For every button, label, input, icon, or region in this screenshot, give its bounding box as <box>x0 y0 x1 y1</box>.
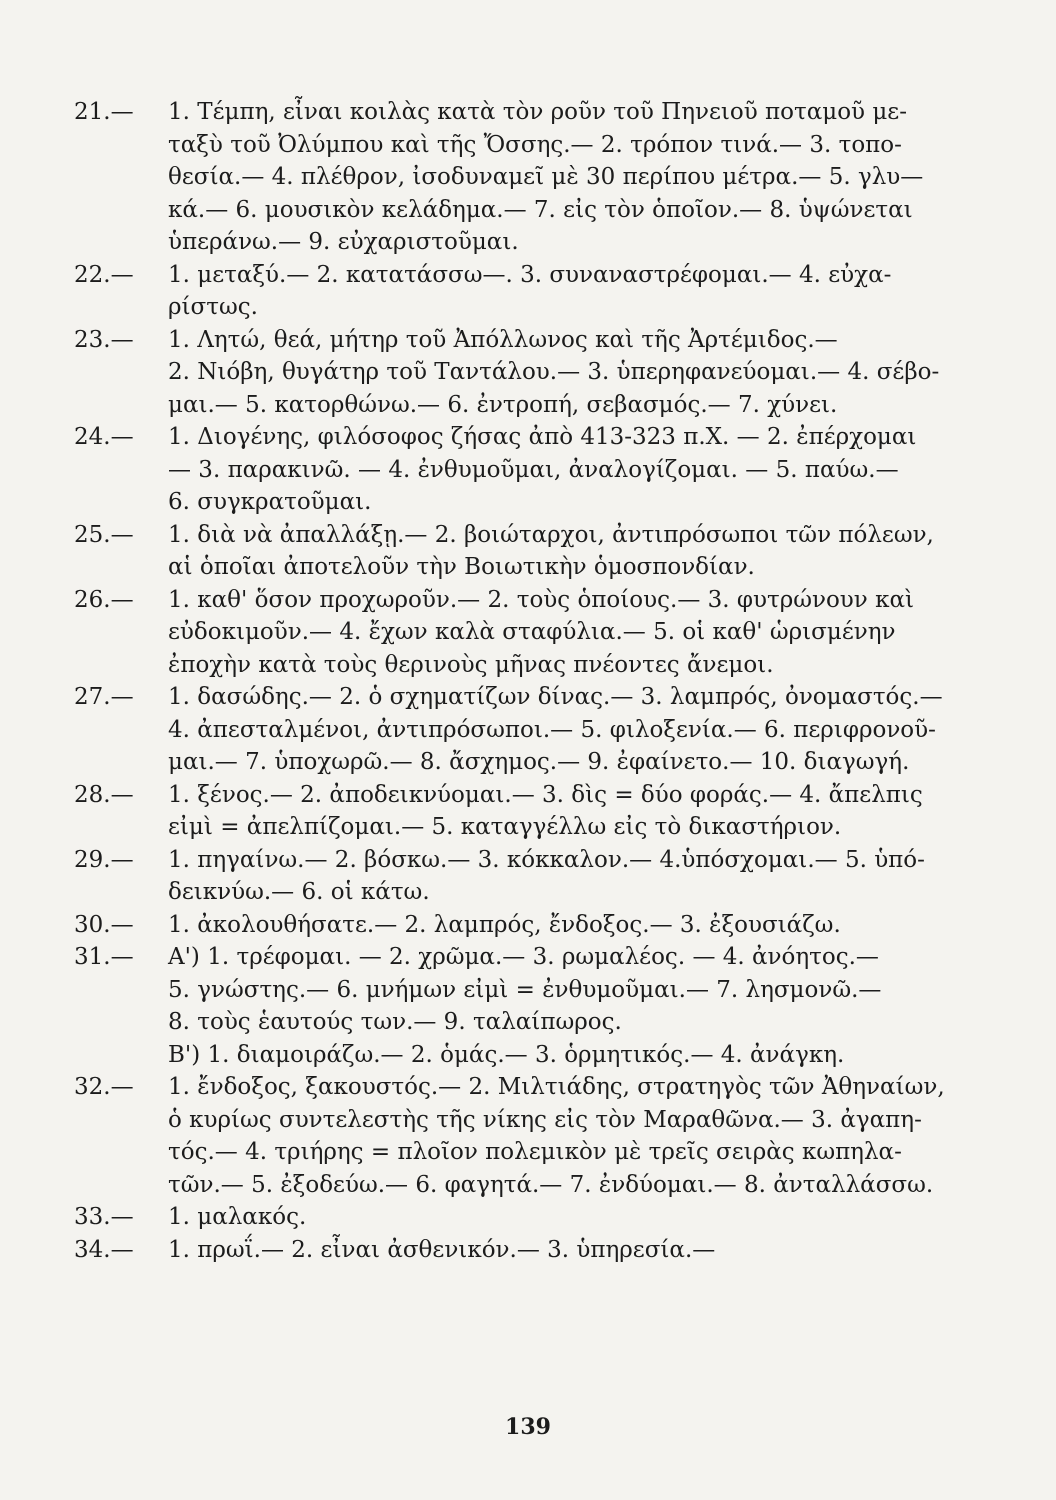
entry-body <box>168 941 954 1071</box>
entry-body <box>168 584 954 682</box>
entry-number: 27.— <box>74 684 134 710</box>
entry-line: 1. Τέμπη, εἶναι κοιλὰς κατὰ τὸν ροῦν τοῦ Πηνειοῦ ποταμοῦ με- <box>168 99 907 125</box>
entry-item <box>74 259 954 324</box>
entry-line: 1. διὰ νὰ ἀπαλλάξῃ.— 2. βοιώταρχοι, ἀντιπρόσωποι τῶν πόλεων, <box>168 521 934 548</box>
entry-line: 1. Διογένης, φιλόσοφος ζήσας ἀπὸ 413-323 π.Χ. — 2. ἐπέρχομαι <box>168 424 917 450</box>
entry-item <box>74 941 954 1071</box>
entry-body <box>168 844 954 909</box>
entry-line: 1. δασώδης.— 2. ὁ σχηματίζων δίνας.— 3. λαμπρός, ὀνομαστός.— <box>168 684 943 710</box>
entry-line: 1. ἔνδοξος, ξακουστός.— 2. Μιλτιάδης, στρατηγὸς τῶν Ἀθηναίων, <box>168 1074 945 1100</box>
entry-line: αἱ ὁποῖαι ἀποτελοῦν τὴν Βοιωτικὴν ὁμοσπονδίαν. <box>168 554 755 580</box>
entry-line: 1. Λητώ, θεά, μήτηρ τοῦ Ἀπόλλωνος καὶ τῆς Ἀρτέμιδος.— <box>168 326 838 353</box>
entry-number: 28.— <box>74 781 134 808</box>
entry-body <box>168 1234 954 1267</box>
entry-number: 30.— <box>74 911 134 938</box>
entry-line: 1. ἀκολουθήσατε.— 2. λαμπρός, ἔνδοξος.— 3. ἐξουσιάζω. <box>168 911 841 938</box>
entry-line: — 3. παρακινῶ. — 4. ἐνθυμοῦμαι, ἀναλογίζομαι. — 5. παύω.— <box>168 456 899 483</box>
entry-line: ἐποχὴν κατὰ τοὺς θερινοὺς μῆνας πνέοντες ἄνεμοι. <box>168 651 774 678</box>
entry-body <box>168 519 954 584</box>
entry-number: 32.— <box>74 1074 134 1100</box>
entry-number: 33.— <box>74 1204 134 1230</box>
entry-line: Α') 1. τρέφομαι. — 2. χρῶμα.— 3. ρωμαλέος. — 4. ἀνόητος.— <box>168 944 879 970</box>
entry-number: 26.— <box>74 586 134 613</box>
entry-item <box>74 96 954 259</box>
entry-line: 5. γνώστης.— 6. μνήμων εἰμὶ = ἐνθυμοῦμαι.— 7. λησμονῶ.— <box>168 976 882 1003</box>
entry-item <box>74 324 954 422</box>
entry-line: 1. ξένος.— 2. ἀποδεικνύομαι.— 3. δὶς = δύο φοράς.— 4. ἄπελπις <box>168 781 923 808</box>
entry-line: ὁ κυρίως συντελεστὴς τῆς νίκης εἰς τὸν Μαραθῶνα.— 3. ἀγαπη- <box>168 1106 922 1133</box>
entry-number: 21.— <box>74 99 134 125</box>
entry-body <box>168 779 954 844</box>
entry-number: 25.— <box>74 521 134 548</box>
entry-line: τός.— 4. τριήρης = πλοῖον πολεμικὸν μὲ τρεῖς σειρὰς κωπηλα- <box>168 1139 902 1165</box>
entry-body <box>168 324 954 422</box>
entry-line: εἰμὶ = ἀπελπίζομαι.— 5. καταγγέλλω εἰς τὸ δικαστήριον. <box>168 814 842 840</box>
entry-item <box>74 421 954 519</box>
entry-item <box>74 519 954 584</box>
entry-line: 1. πηγαίνω.— 2. βόσκω.— 3. κόκκαλον.— 4.ὑπόσχομαι.— 5. ὑπό- <box>168 846 925 873</box>
entry-body <box>168 1201 954 1234</box>
entry-line: 4. ἀπεσταλμένοι, ἀντιπρόσωποι.— 5. φιλοξενία.— 6. περιφρονοῦ- <box>168 716 936 743</box>
entry-body <box>168 259 954 324</box>
entry-line: μαι.— 5. κατορθώνω.— 6. ἐντροπή, σεβασμός.— 7. χύνει. <box>168 391 838 418</box>
entry-line: ταξὺ τοῦ Ὀλύμπου καὶ τῆς Ὄσσης.— 2. τρόπον τινά.— 3. τοπο- <box>168 131 902 158</box>
entry-line: τῶν.— 5. ἐξοδεύω.— 6. φαγητά.— 7. ἐνδύομαι.— 8. ἀνταλλάσσω. <box>168 1171 934 1198</box>
entry-line: 8. τοὺς ἑαυτούς των.— 9. ταλαίπωρος. <box>168 1009 622 1035</box>
entry-line: μαι.— 7. ὑποχωρῶ.— 8. ἄσχημος.— 9. ἐφαίνετο.— 10. διαγωγή. <box>168 749 910 775</box>
entry-line: κά.— 6. μουσικὸν κελάδημα.— 7. εἰς τὸν ὁποῖον.— 8. ὑψώνεται <box>168 196 913 223</box>
entry-line: 1. πρωΐ.— 2. εἶναι ἀσθενικόν.— 3. ὑπηρεσία.— <box>168 1236 716 1263</box>
entry-line: θεσία.— 4. πλέθρον, ἰσοδυναμεῖ μὲ 30 περίπου μέτρα.— 5. γλυ— <box>168 164 924 190</box>
entry-body <box>168 421 954 519</box>
entry-line: 2. Νιόβη, θυγάτηρ τοῦ Ταντάλου.— 3. ὑπερηφανεύομαι.— 4. σέβο- <box>168 359 940 385</box>
entry-body <box>168 96 954 259</box>
page-number: 139 <box>505 1414 551 1440</box>
entry-line: ρίστως. <box>168 294 258 320</box>
entry-body <box>168 681 954 779</box>
entry-line: δεικνύω.— 6. οἱ κάτω. <box>168 879 430 905</box>
glossary-entries <box>74 96 954 1266</box>
entry-line: εὐδοκιμοῦν.— 4. ἔχων καλὰ σταφύλια.— 5. οἱ καθ' ὡρισμένην <box>168 619 896 645</box>
entry-line: 1. μεταξύ.— 2. κατατάσσω—. 3. συναναστρέφομαι.— 4. εὐχα- <box>168 261 892 288</box>
entry-item <box>74 909 954 942</box>
entry-body <box>168 909 954 942</box>
entry-number: 22.— <box>74 261 134 288</box>
entry-item <box>74 844 954 909</box>
entry-line: 1. καθ' ὅσον προχωροῦν.— 2. τοὺς ὁποίους.— 3. φυτρώνουν καὶ <box>168 586 914 613</box>
entry-number: 31.— <box>74 944 134 970</box>
entry-number: 34.— <box>74 1236 134 1263</box>
entry-item <box>74 1234 954 1267</box>
entry-number: 23.— <box>74 326 134 353</box>
entry-item <box>74 779 954 844</box>
entry-item <box>74 681 954 779</box>
entry-number: 24.— <box>74 424 134 450</box>
entry-line: 1. μαλακός. <box>168 1204 307 1230</box>
entry-line: 6. συγκρατοῦμαι. <box>168 489 372 515</box>
entry-line: Β') 1. διαμοιράζω.— 2. ὁμάς.— 3. ὁρμητικός.— 4. ἀνάγκη. <box>168 1041 845 1068</box>
entry-body <box>168 1071 954 1201</box>
entry-number: 29.— <box>74 846 134 873</box>
entry-item <box>74 584 954 682</box>
entry-item <box>74 1071 954 1201</box>
entry-item <box>74 1201 954 1234</box>
entry-line: ὑπεράνω.— 9. εὐχαριστοῦμαι. <box>168 229 519 255</box>
